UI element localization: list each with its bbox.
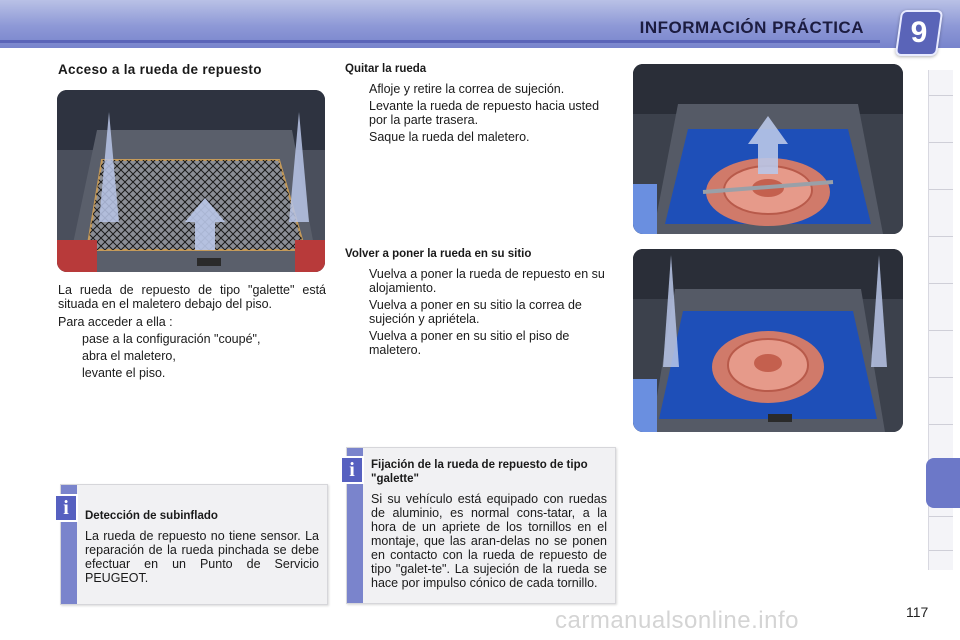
watermark: carmanualsonline.info (555, 607, 799, 634)
step-item: Vuelva a poner en su sitio el piso de maletero. (369, 329, 570, 357)
step-item: Afloje y retire la correa de sujeción. (369, 82, 565, 96)
step-item: abra el maletero, (82, 349, 176, 363)
lead-line: Para acceder a ella : (58, 315, 173, 329)
step-item: pase a la configuración "coupé", (82, 332, 261, 346)
header-stripe (0, 40, 880, 43)
step-item: levante el piso. (82, 366, 166, 380)
chapter-tab-active[interactable] (926, 458, 960, 508)
step-item: Saque la rueda del maletero. (369, 130, 530, 144)
step-item: Vuelva a poner en su sitio la correa de sujeción y apriétela. (369, 298, 582, 326)
remove-section (345, 62, 617, 147)
chapter-number-badge (895, 10, 943, 56)
info-box-deflation (60, 484, 328, 605)
spare-wheel-removal-photo (633, 64, 903, 234)
intro-paragraph: La rueda de repuesto de tipo "galette" está situada en el maletero debajo del piso. (58, 283, 326, 311)
refit-section (345, 247, 617, 360)
chapter-title: INFORMACIÓN PRÁCTICA (639, 18, 864, 37)
spare-wheel-refit-photo (633, 249, 903, 432)
info-box-title: Detección de subinflado (85, 510, 218, 522)
info-box-body: Si su vehículo está equipado con ruedas de aluminio, es normal cons-tatar, a la hora de un apriete de los tornillos en el montaje, que las aran-delas no se ponen en contacto con la rueda de repuesto de tipo "galet-te". La sujeción de la rueda se hace por impulso cónico de cada tornillo. (371, 492, 607, 590)
step-item: Vuelva a poner la rueda de repuesto en su alojamiento. (369, 267, 605, 295)
left-text (58, 283, 326, 383)
chapter-number: 9 (910, 16, 928, 49)
page-number: 117 (906, 604, 929, 620)
step-item: Levante la rueda de repuesto hacia usted por la parte trasera. (369, 99, 600, 127)
info-box-title: Fijación de la rueda de repuesto de tipo "galette" (371, 459, 588, 485)
trunk-net-photo (57, 90, 325, 272)
page-header (0, 0, 960, 48)
info-box-wheel-fixing (346, 447, 616, 604)
info-box-body: La rueda de repuesto no tiene sensor. La reparación de la rueda pinchada se debe efectuar en un Punto de Servicio PEUGEOT. (85, 529, 319, 585)
info-icon: i (54, 494, 78, 522)
section-title: Acceso a la rueda de repuesto (58, 62, 262, 77)
remove-title: Quitar la rueda (345, 63, 427, 75)
info-icon: i (340, 456, 364, 484)
refit-title: Volver a poner la rueda en su sitio (345, 248, 532, 260)
